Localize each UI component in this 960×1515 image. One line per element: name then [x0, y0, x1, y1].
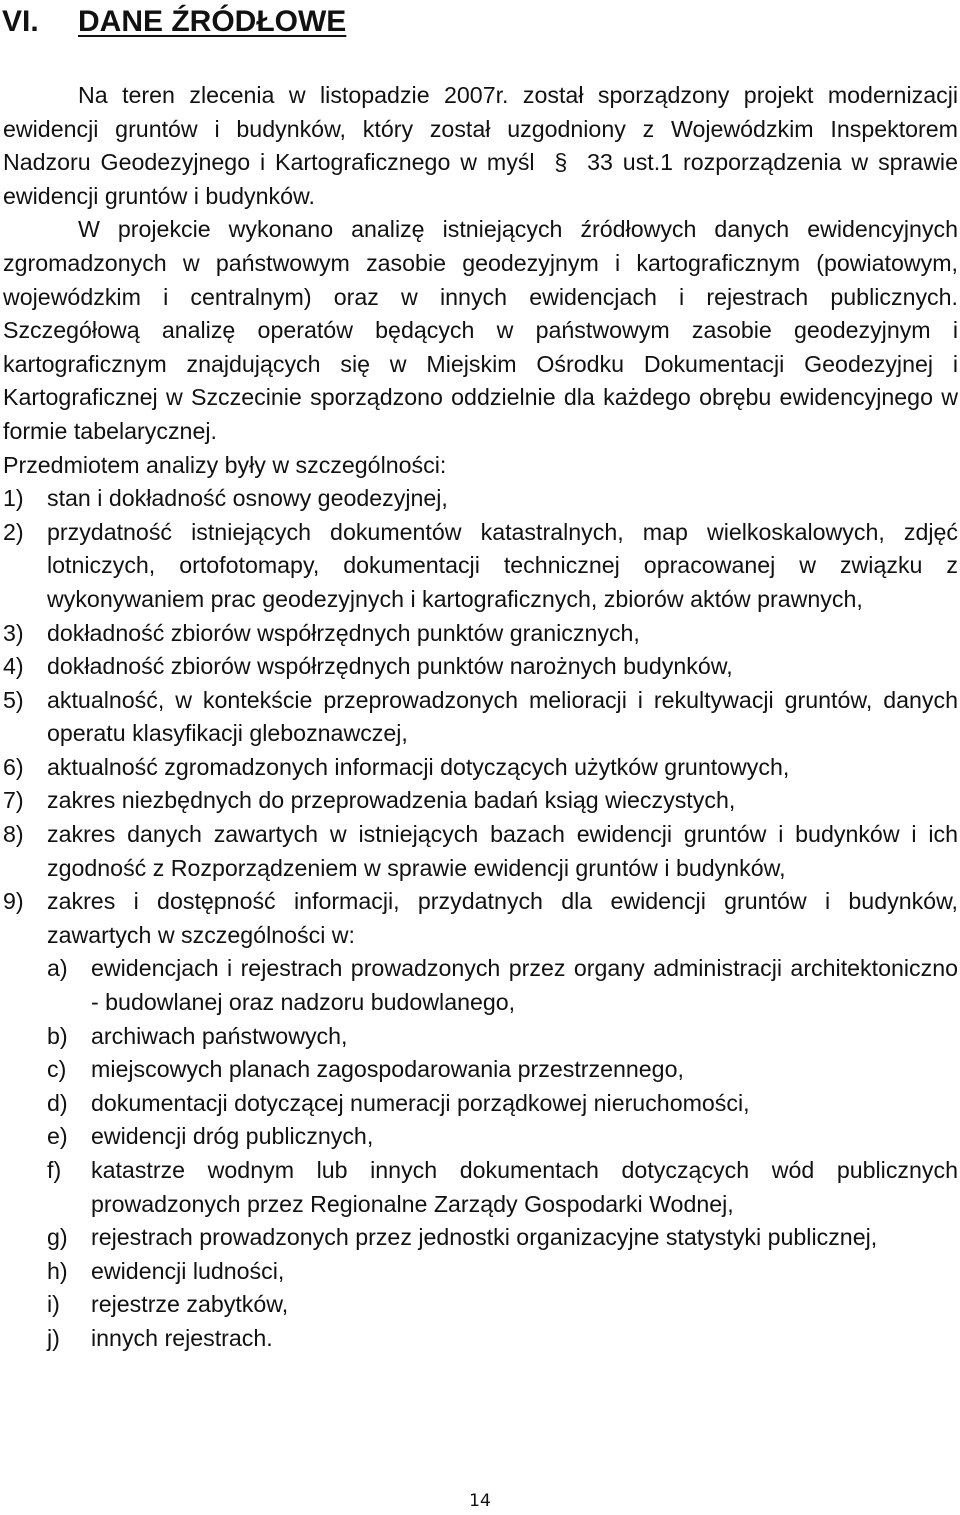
sublist-marker: g)	[47, 1224, 68, 1251]
list-marker: 7)	[3, 787, 24, 814]
sublist-item-text: archiwach państwowych,	[91, 1022, 348, 1049]
list-marker: 1)	[3, 485, 24, 512]
section-sign: §	[554, 149, 568, 176]
list-item	[3, 650, 958, 684]
page-number: 14	[469, 1491, 491, 1511]
sublist-item	[47, 1288, 958, 1322]
paragraph-scope: Przedmiotem analizy były w szczególności:	[3, 451, 447, 478]
sublist-item	[47, 1154, 958, 1221]
sublist-item	[47, 1020, 958, 1054]
list-item-text: zakres i dostępność informacji, przydatnych dla ewidencji gruntów i budynków, zawartych w szczególności w:	[47, 888, 958, 948]
sublist-item-text: miejscowych planach zagospodarowania przestrzennego,	[91, 1056, 684, 1083]
sublist-item	[47, 952, 958, 1019]
sublist-item-text: ewidencji ludności,	[91, 1257, 285, 1284]
list-marker: 2)	[3, 518, 24, 545]
section-number: VI.	[2, 5, 39, 38]
sublist-item	[47, 1255, 958, 1289]
list-item	[3, 482, 958, 516]
paragraph-analysis: W projekcie wykonano analizę istniejących źródłowych danych ewidencyjnych zgromadzonych w państwowym zasobie geodezyjnym i kartograficznym (powiatowym, wojewódzkim i centralnym) oraz w innych ewidencjach i rejestrach publicznych. Szczegółową analizę operatów będących w państwowym zasobie geodezyjnym i kartograficznym znajdujących się w Miejskim Ośrodku Dokumentacji Geodezyjnej i Kartograficznej w Szczecinie sporządzono oddzielnie dla każdego obrębu ewidencyjnego w formie tabelarycznej.	[3, 216, 958, 444]
sublist-item-text: ewidencji dróg publicznych,	[91, 1123, 374, 1150]
sublist-item-text: ewidencjach i rejestrach prowadzonych przez organy administracji architektoniczno - budowlanej oraz nadzoru budowlanego,	[91, 955, 958, 1016]
list-item-text: stan i dokładność osnowy geodezyjnej,	[47, 485, 448, 512]
sublist-item	[47, 1322, 958, 1356]
sublist-item-text: dokumentacji dotyczącej numeracji porządkowej nieruchomości,	[91, 1089, 750, 1116]
sublist-marker: h)	[47, 1257, 68, 1284]
list-item	[3, 818, 958, 885]
list-item	[3, 751, 958, 785]
sources-sublist	[3, 952, 958, 1355]
list-item-text: dokładność zbiorów współrzędnych punktów granicznych,	[47, 619, 640, 646]
sublist-marker: f)	[47, 1157, 62, 1183]
sublist-marker: b)	[47, 1022, 68, 1049]
sublist-item-text: rejestrach prowadzonych przez jednostki organizacyjne statystyki publicznej,	[91, 1224, 878, 1251]
sublist-marker: j)	[47, 1324, 60, 1351]
paragraph-intro	[3, 79, 958, 213]
list-marker: 6)	[3, 753, 24, 780]
list-item-text: przydatność istniejących dokumentów katastralnych, map wielkoskalowych, zdjęć lotniczych, ortofotomapy, dokumentacji technicznej opracowanej w związku z wykonywaniem prac geodezyjnych i kartograficznych, zbiorów aktów prawnych,	[47, 518, 958, 612]
sublist-item	[47, 1053, 958, 1087]
sublist-item	[47, 1120, 958, 1154]
document-body	[3, 79, 958, 1356]
list-item	[3, 684, 958, 751]
sublist-item	[47, 1087, 958, 1121]
list-marker: 5)	[3, 686, 24, 713]
list-item	[3, 617, 958, 651]
list-item-text: dokładność zbiorów współrzędnych punktów narożnych budynków,	[47, 653, 733, 680]
paragraph-intro-tail: 33 ust.1 rozporządzenia w sprawie ewidencji gruntów i budynków.	[3, 149, 958, 209]
list-item	[3, 516, 958, 617]
sublist-marker: c)	[47, 1056, 67, 1083]
sublist-marker: d)	[47, 1089, 68, 1116]
list-marker: 9)	[3, 888, 24, 915]
sublist-marker: a)	[47, 955, 68, 982]
list-item-text: zakres danych zawartych w istniejących bazach ewidencji gruntów i budynków i ich zgodność z Rozporządzeniem w sprawie ewidencji gruntów i budynków,	[47, 821, 958, 881]
list-item-text: aktualność, w kontekście przeprowadzonych melioracji i rekultywacji gruntów, danych operatu klasyfikacji gleboznawczej,	[47, 686, 958, 747]
list-marker: 8)	[3, 821, 24, 848]
list-marker: 3)	[3, 619, 24, 646]
section-heading	[2, 2, 346, 42]
sublist-item	[47, 1221, 958, 1255]
analysis-scope-list	[3, 482, 958, 952]
sublist-item-text: katastrze wodnym lub innych dokumentach dotyczących wód publicznych prowadzonych przez Regionalne Zarządy Gospodarki Wodnej,	[91, 1157, 958, 1217]
sublist-marker: i)	[47, 1291, 60, 1318]
sublist-item-text: innych rejestrach.	[91, 1324, 273, 1351]
list-item-text: zakres niezbędnych do przeprowadzenia badań ksiąg wieczystych,	[47, 787, 736, 814]
sublist-item-text: rejestrze zabytków,	[91, 1291, 289, 1318]
list-item	[3, 885, 958, 952]
section-title: DANE ŹRÓDŁOWE	[78, 5, 347, 38]
list-item	[3, 784, 958, 818]
sublist-marker: e)	[47, 1123, 68, 1150]
paragraph-intro-lead: Na teren zlecenia w listopadzie 2007r. został sporządzony projekt modernizacji ewidencji gruntów i budynków, który został uzgodniony z Wojewódzkim Inspektorem Nadzoru Geodezyjnego i Kartograficznego w myśl	[3, 82, 958, 176]
list-marker: 4)	[3, 653, 24, 680]
list-item-text: aktualność zgromadzonych informacji dotyczących użytków gruntowych,	[47, 753, 790, 780]
